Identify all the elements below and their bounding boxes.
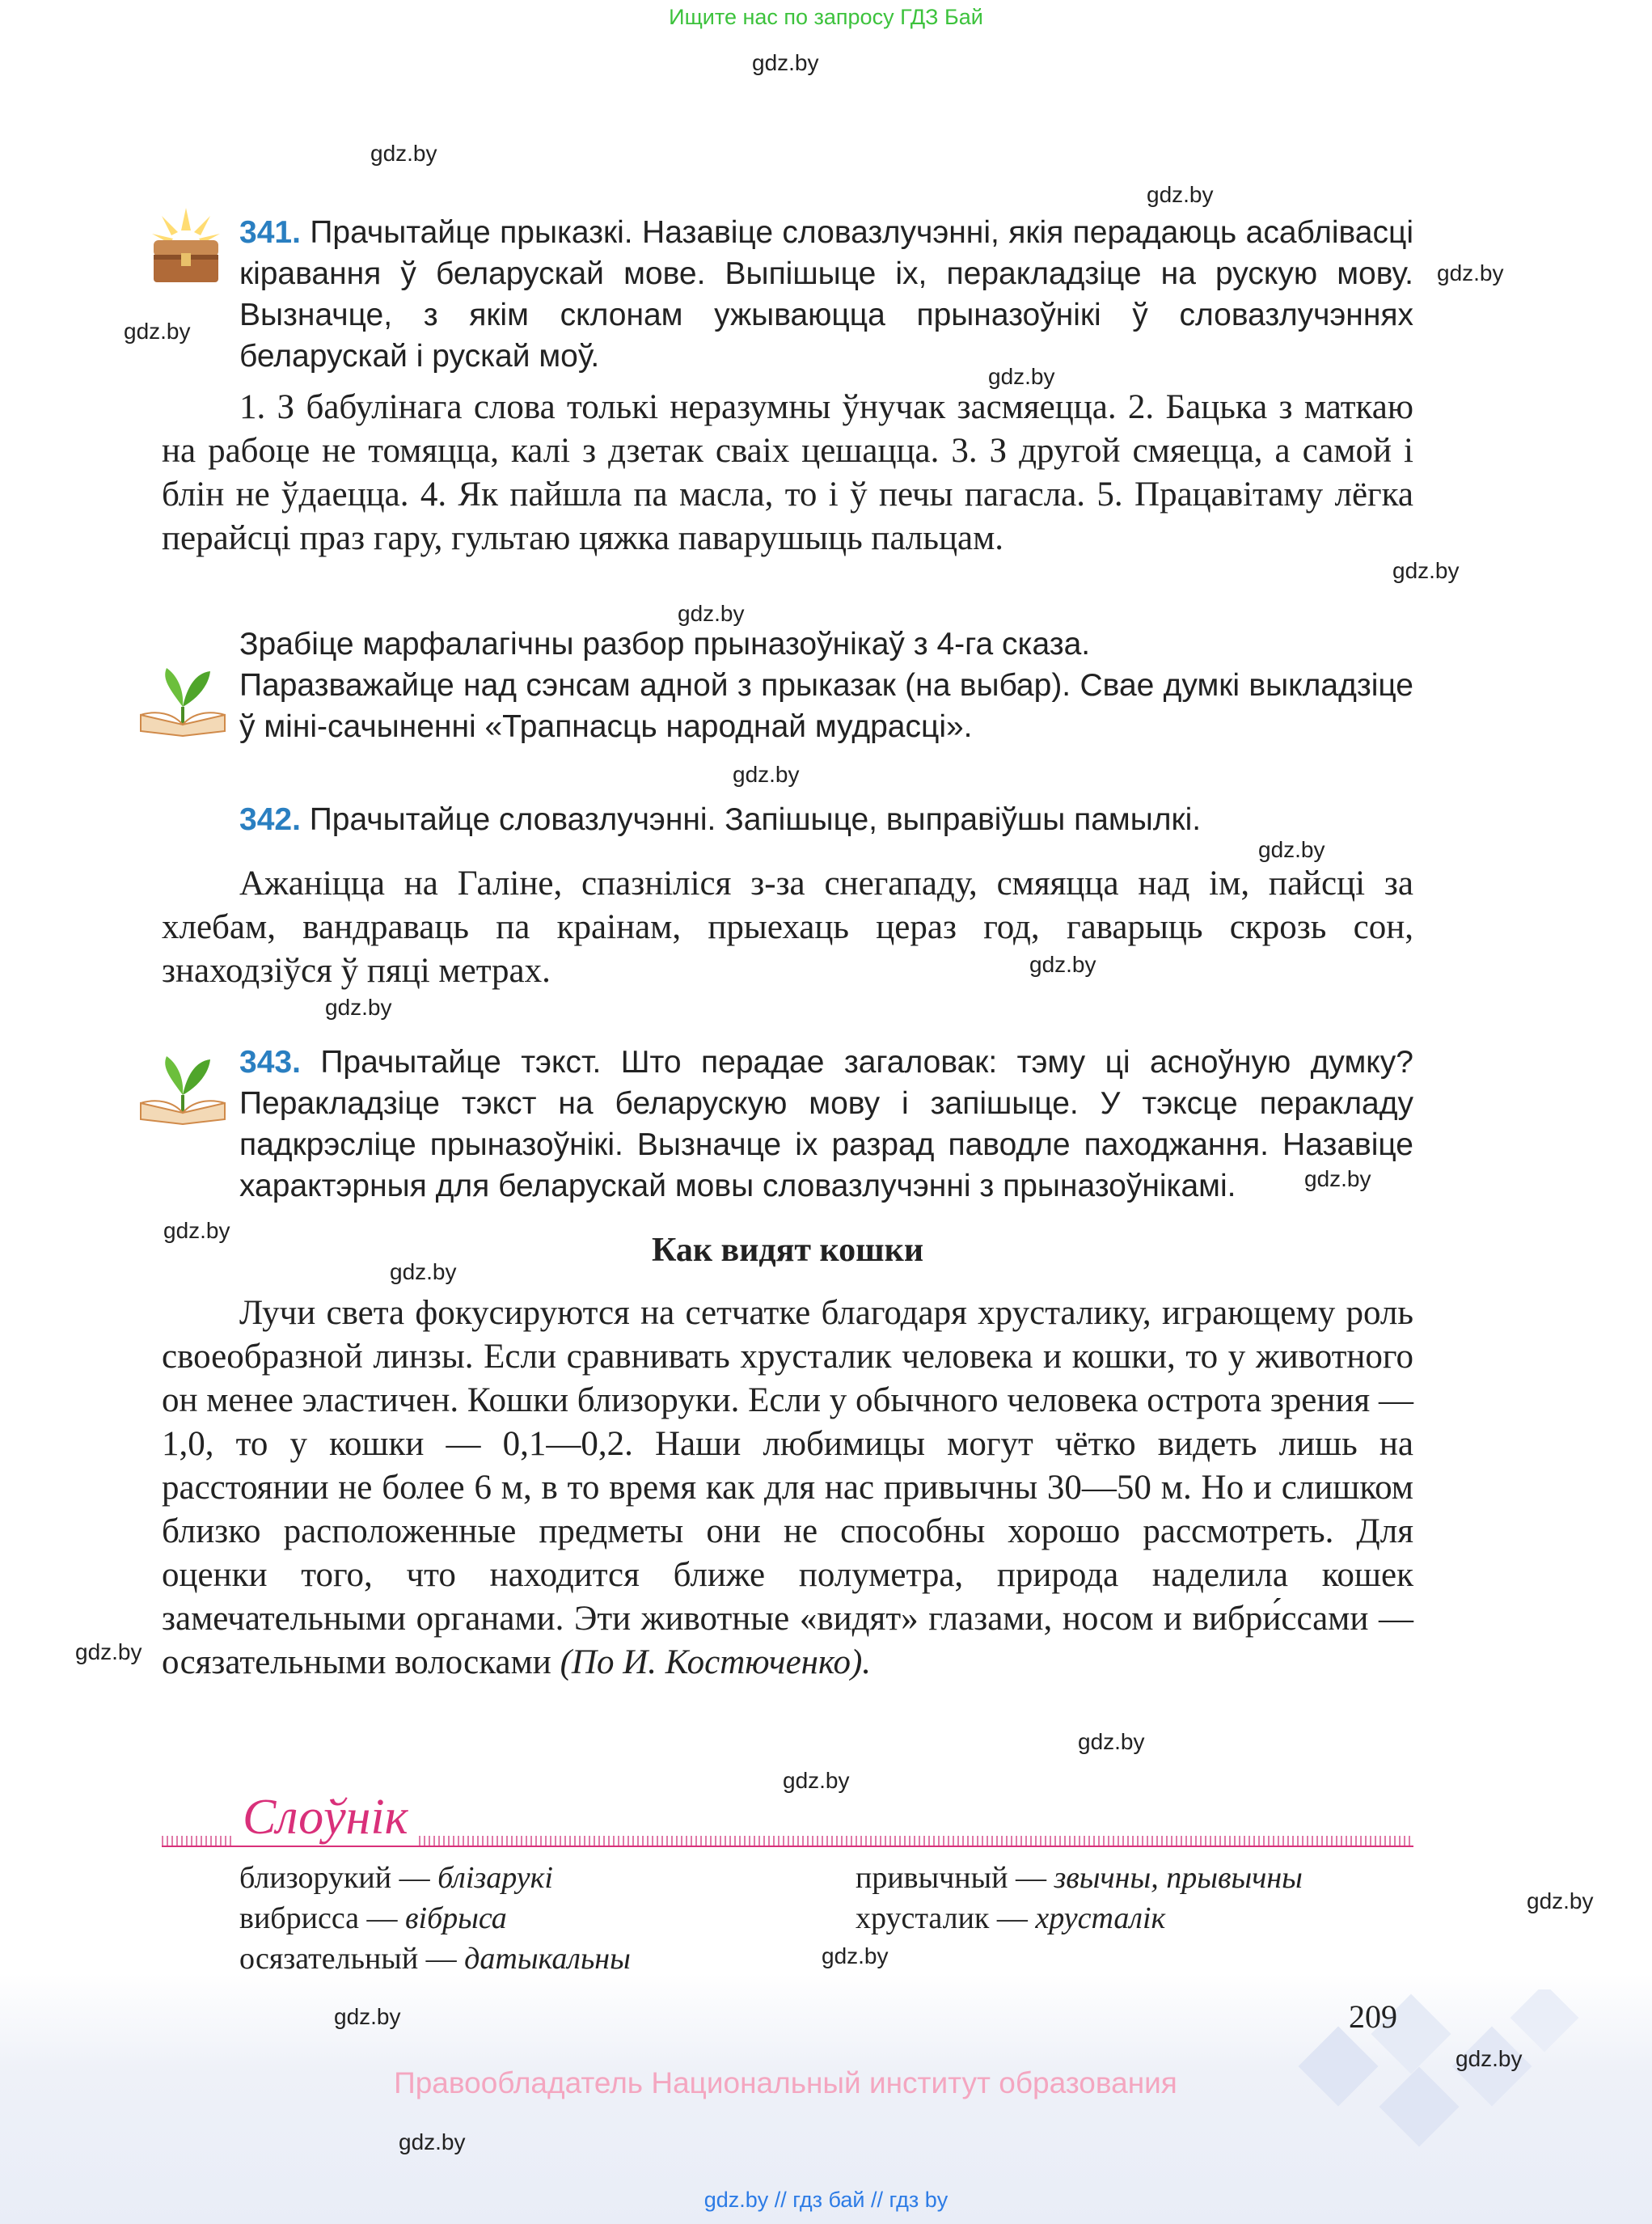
footer-links[interactable]: gdz.by // гдз бай // гдз by [703, 2188, 949, 2212]
text-body [162, 1292, 1413, 1685]
proverbs-text: 1. З бабулінага слова толькі неразумны ўнучак засмяецца. 2. Бацька з маткаю на рабоце не томяцца, калі з дзетак сваіх цешацца. 3. З другой смяецца, а самой і блін не ўдаецца. 4. Як пайшла па масла, то і ў печы пагасла. 5. Працавітаму лёгка перайсці праз гару, гультаю цяжка паварушыць пальцам. [162, 388, 1413, 557]
text-title: Как видят кошки [651, 1232, 924, 1269]
dictionary-entry: хрусталик — хрусталік [856, 1901, 1166, 1935]
watermark: gdz.by [1304, 1166, 1371, 1191]
watermark: gdz.by [1392, 558, 1460, 583]
task-text: Прачытайце прыказкі. Назавіце словазлучэнні, якія перадаюць асаблівасці кіравання ў беларускай мове. Выпішыце іх, перакладзіце на рускую мову. Вызначце, з якім склонам ужываюцца прыназоўнікі ў словазлучэннях беларускай і рускай моў. [239, 215, 1413, 374]
task-text: Прачытайце словазлучэнні. Запішыце, выправіўшы памылкі. [309, 802, 1202, 837]
dictionary-entry: близорукий — блізарукі [239, 1861, 553, 1895]
watermark: gdz.by [390, 1259, 457, 1284]
watermark: gdz.by [1029, 952, 1096, 977]
task-342-instruction [239, 799, 1413, 840]
watermark: gdz.by [1437, 260, 1504, 285]
task-341-instruction [239, 212, 1413, 377]
watermark: gdz.by [124, 319, 191, 344]
dictionary-title: Слоўнік [234, 1789, 416, 1846]
watermark: gdz.by [822, 1943, 889, 1968]
top-banner[interactable]: Ищите нас по запросу ГДЗ Бай [669, 5, 983, 29]
watermark: gdz.by [399, 2129, 466, 2154]
phrases-text: Ажаніцца на Галіне, спазніліся з-за снегападу, смяяцца над ім, пайсці за хлебам, вандраваць па краінам, прыехаць цераз год, гаварыць скрозь сон, знаходзіўся ў пяці метрах. [162, 865, 1413, 990]
task-text: Прачытайце тэкст. Што перадае загаловак: тэму ці асноўную думку? Перакладзіце тэкст на беларускую мову і запішыце. У тэксце перакладу падкрэсліце прыназоўнікі. Вызначце іх разрад паводле паходжання. Назавіце характэрныя для беларускай мовы словазлучэнні з прыназоўнікамі. [239, 1045, 1413, 1203]
task-number: 342. [239, 802, 301, 837]
extra-task-2: Паразважайце над сэнсам адной з прыказак (на выбар). Свае думкі выкладзіце ў міні-сачыненні «Трапнасць народнай мудрасці». [239, 668, 1413, 744]
watermark: gdz.by [783, 1768, 850, 1793]
task-342-phrases [162, 862, 1413, 993]
task-number: 341. [239, 215, 301, 250]
watermark: gdz.by [163, 1218, 230, 1243]
book-sprout-icon [137, 1045, 228, 1126]
watermark: gdz.by [1456, 2046, 1523, 2071]
dictionary-entry: привычный — звычны, прывычны [856, 1861, 1303, 1895]
watermark: gdz.by [988, 364, 1055, 389]
watermark: gdz.by [678, 601, 745, 626]
dictionary-entry: вибрисса — вібрыса [239, 1901, 507, 1935]
watermark: gdz.by [752, 50, 819, 75]
book-sprout-icon [137, 657, 228, 738]
treasure-chest-icon [146, 206, 226, 287]
extra-task-1: Зрабіце марфалагічны разбор прыназоўнікаў з 4-га сказа. [239, 627, 1091, 662]
text-source: (По И. Костюченко). [560, 1643, 872, 1681]
watermark: gdz.by [334, 2004, 401, 2029]
page-number: 209 [1349, 1998, 1397, 2035]
task-number: 343. [239, 1045, 301, 1080]
watermark: gdz.by [733, 762, 800, 787]
body-text: Лучи света фокусируются на сетчатке благодаря хрусталику, играющему роль своеобразной линзы. Если сравнивать хрусталик человека и кошки, то у животного он менее эластичен. Кошки близоруки. Если у обычного человека острота зрения — 1,0, то у кошки — 0,1—0,2. Наши любимицы могут чётко видеть лишь на расстоянии не более 6 м, в то время как для нас привычны 30—50 м. Но и слишком близко расположенные предметы они не способны хорошо рассмотреть. Для оценки того, что находится ближе полуметра, природа наделила кошек замечательными органами. Эти животные «видят» глазами, носом и вибри́ссами — осязательными волосками (По И. Костюченко). [162, 1294, 1413, 1681]
watermark: gdz.by [1078, 1729, 1145, 1754]
watermark: gdz.by [1147, 182, 1214, 207]
watermark: gdz.by [1527, 1888, 1594, 1913]
task-343-instruction [239, 1042, 1413, 1207]
task-341-extra [239, 624, 1413, 747]
watermark: gdz.by [1258, 837, 1325, 862]
task-341-proverbs [162, 386, 1413, 560]
watermark: gdz.by [75, 1639, 142, 1664]
watermark: gdz.by [370, 141, 437, 166]
watermark: gdz.by [325, 995, 392, 1020]
dictionary-entry: осязательный — датыкальны [239, 1942, 631, 1976]
copyright-notice: Правообладатель Национальный институт образования [394, 2066, 1177, 2099]
